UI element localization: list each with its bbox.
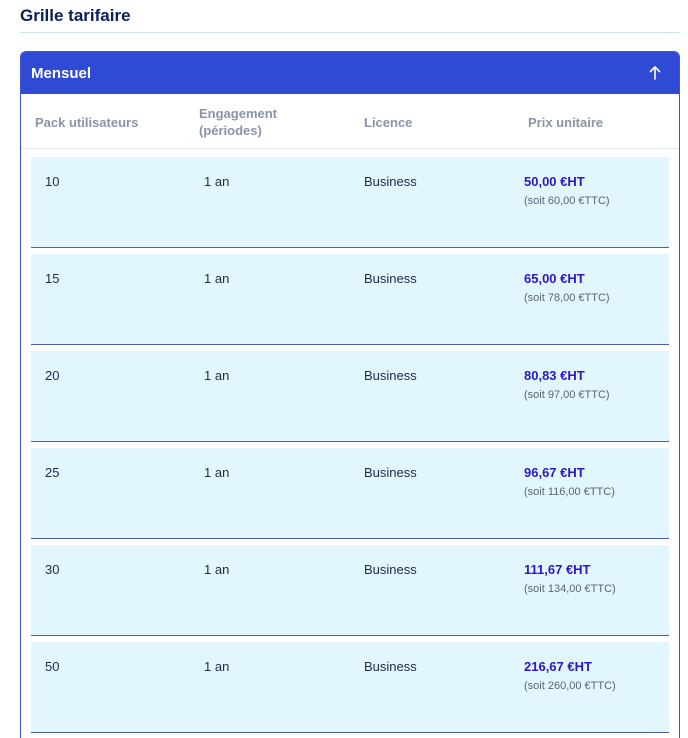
table-row xyxy=(31,448,669,539)
page-title: Grille tarifaire xyxy=(20,6,131,25)
cell-price xyxy=(524,659,616,692)
cell-licence: Business xyxy=(364,562,417,577)
price-ht: 216,67 €HT xyxy=(524,659,592,674)
column-header-pack: Pack utilisateurs xyxy=(35,115,139,130)
table-body xyxy=(21,149,679,733)
table-header xyxy=(21,94,679,149)
column-header-engagement: Engagement (périodes) xyxy=(199,106,278,138)
panel-title: Mensuel xyxy=(31,64,92,82)
cell-engagement: 1 an xyxy=(204,174,230,189)
price-ttc: (soit 97,00 €TTC) xyxy=(524,389,610,401)
cell-licence: Business xyxy=(364,659,417,674)
cell-pack: 50 xyxy=(45,659,60,674)
cell-licence: Business xyxy=(364,174,417,189)
pricing-panel xyxy=(20,51,680,738)
cell-licence: Business xyxy=(364,465,417,480)
cell-pack: 25 xyxy=(45,465,60,480)
cell-engagement: 1 an xyxy=(204,562,230,577)
cell-price xyxy=(524,271,610,304)
cell-pack: 15 xyxy=(45,271,60,286)
cell-engagement: 1 an xyxy=(204,659,230,674)
price-ttc: (soit 260,00 €TTC) xyxy=(524,680,616,692)
cell-price xyxy=(524,465,615,498)
cell-price xyxy=(524,174,610,207)
cell-pack: 10 xyxy=(45,174,60,189)
cell-pack: 20 xyxy=(45,368,60,383)
price-ttc: (soit 134,00 €TTC) xyxy=(524,583,616,595)
column-header-price: Prix unitaire xyxy=(528,115,604,130)
price-ttc: (soit 116,00 €TTC) xyxy=(524,486,615,498)
panel-header-toggle[interactable] xyxy=(21,52,679,94)
price-ttc: (soit 78,00 €TTC) xyxy=(524,292,610,304)
cell-engagement: 1 an xyxy=(204,368,230,383)
table-row xyxy=(31,642,669,733)
cell-engagement: 1 an xyxy=(204,465,230,480)
cell-engagement: 1 an xyxy=(204,271,230,286)
table-row xyxy=(31,157,669,248)
cell-licence: Business xyxy=(364,368,417,383)
price-ht: 50,00 €HT xyxy=(524,174,585,189)
price-ht: 96,67 €HT xyxy=(524,465,585,480)
price-ht: 80,83 €HT xyxy=(524,368,585,383)
price-ht: 65,00 €HT xyxy=(524,271,585,286)
cell-price xyxy=(524,368,610,401)
price-ttc: (soit 60,00 €TTC) xyxy=(524,195,610,207)
title-divider xyxy=(20,32,680,33)
cell-licence: Business xyxy=(364,271,417,286)
table-row xyxy=(31,351,669,442)
cell-price xyxy=(524,562,616,595)
table-row xyxy=(31,254,669,345)
table-row xyxy=(31,545,669,636)
arrow-up-icon[interactable] xyxy=(647,65,663,81)
cell-pack: 30 xyxy=(45,562,60,577)
price-ht: 111,67 €HT xyxy=(524,562,591,577)
column-header-licence: Licence xyxy=(364,115,413,130)
